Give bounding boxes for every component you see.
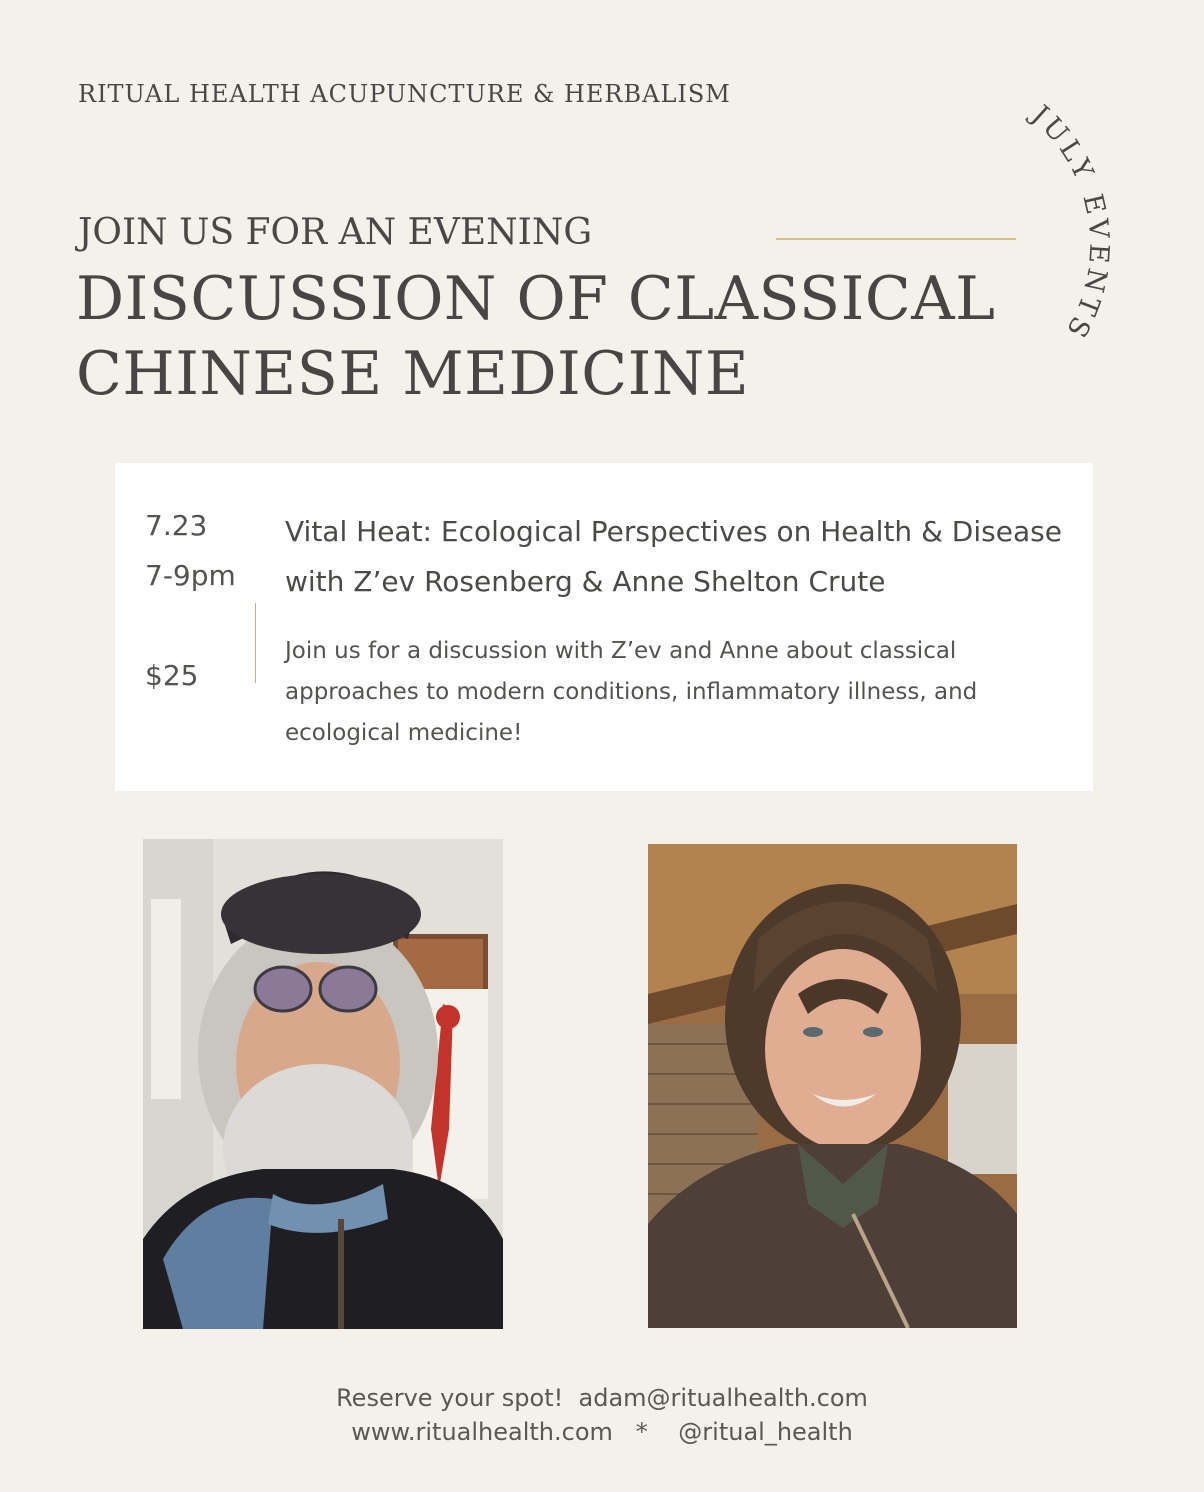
reserve-label: Reserve your spot! [336, 1384, 564, 1412]
event-time: 7-9pm [145, 559, 236, 592]
hero-title: DISCUSSION OF CLASSICAL CHINESE MEDICINE [76, 264, 996, 409]
event-date: 7.23 [145, 509, 208, 542]
org-name: RITUAL HEALTH ACUPUNCTURE & HERBALISM [78, 80, 731, 108]
event-description: Join us for a discussion with Z’ev and Anne about classical approaches to modern conditions, inflammatory illness, and ecological medicine! [285, 638, 978, 746]
event-price: $25 [145, 659, 199, 692]
footer-separator: * [635, 1418, 648, 1446]
hero-kicker: JOIN US FOR AN EVENING [78, 212, 593, 253]
contact-email-link[interactable]: adam@ritualhealth.com [578, 1384, 868, 1412]
speaker-photo-zev [143, 839, 503, 1329]
arc-badge-text: JULY EVENTS [1025, 99, 1115, 346]
event-card [115, 463, 1093, 791]
event-title: Vital Heat: Ecological Perspectives on Health & Disease with Z’ev Rosenberg & Anne Shelton Crute [285, 515, 1062, 598]
accent-rule [776, 238, 1016, 240]
card-divider [255, 603, 256, 683]
speaker-photo-anne [648, 844, 1017, 1328]
footer-links-line [0, 1418, 1204, 1446]
social-handle-link[interactable]: @ritual_health [678, 1418, 853, 1446]
website-link[interactable]: www.ritualhealth.com [351, 1418, 613, 1446]
footer-contact-line [0, 1384, 1204, 1412]
